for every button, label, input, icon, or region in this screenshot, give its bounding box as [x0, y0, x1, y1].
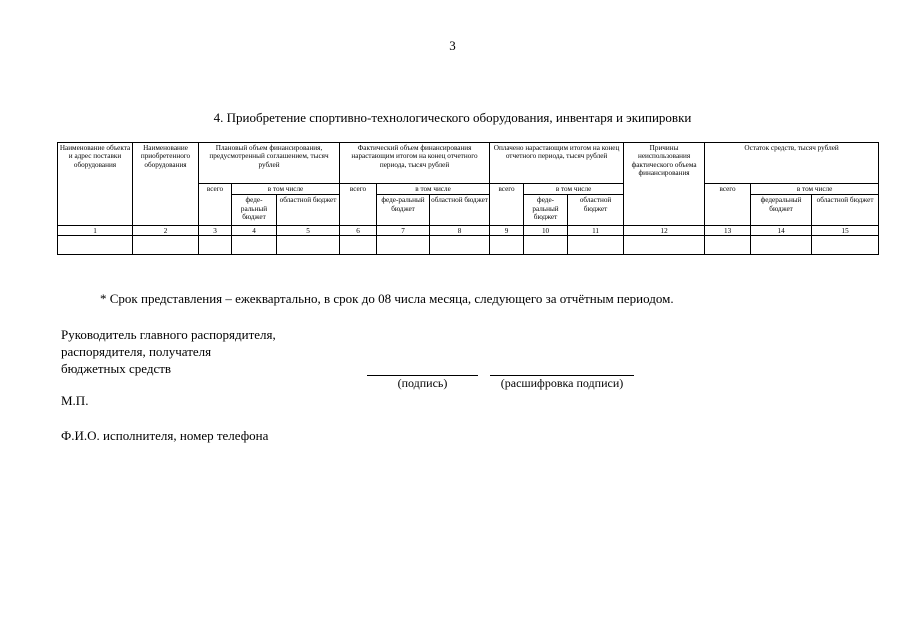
header-total: всего	[199, 184, 232, 226]
table-cell	[430, 236, 490, 255]
header-including: в том числе	[524, 184, 624, 195]
column-number: 13	[705, 226, 751, 236]
header-actual: Фактический объем финансирования нарастающим итогом на конец отчетного периода, тысяч рублей	[340, 143, 490, 184]
table-cell	[232, 236, 277, 255]
header-total: всего	[490, 184, 524, 226]
table-cell	[199, 236, 232, 255]
header-regional-full: областной бюджет	[812, 195, 879, 226]
signatory-line-3: бюджетных средств	[61, 361, 172, 376]
column-number: 3	[199, 226, 232, 236]
header-total: всего	[705, 184, 751, 226]
column-number: 10	[524, 226, 568, 236]
header-regional: областной бюджет	[568, 195, 624, 226]
header-including: в том числе	[232, 184, 340, 195]
decode-caption: (расшифровка подписи)	[500, 376, 624, 390]
column-number-row	[58, 226, 879, 236]
header-federal-full: федеральный бюджет	[751, 195, 812, 226]
table-cell	[812, 236, 879, 255]
table-cell	[624, 236, 705, 255]
column-number: 4	[232, 226, 277, 236]
signatory-line-2: распорядителя, получателя	[61, 344, 212, 359]
table-cell	[277, 236, 340, 255]
header-row-1	[58, 143, 879, 184]
header-planned: Плановый объем финансирования, предусмотренный соглашением, тысяч рублей	[199, 143, 340, 184]
header-regional: областной бюджет	[430, 195, 490, 226]
table-cell	[133, 236, 199, 255]
header-equipment: Наименование приобретенного оборудования	[133, 143, 199, 226]
column-number: 12	[624, 226, 705, 236]
header-object: Наименование объекта и адрес поставки оборудования	[58, 143, 133, 226]
header-including: в том числе	[377, 184, 490, 195]
header-total: всего	[340, 184, 377, 226]
column-number: 9	[490, 226, 524, 236]
signature-caption: (подпись)	[397, 376, 448, 390]
column-number: 11	[568, 226, 624, 236]
signatory-line-1: Руководитель главного распорядителя,	[61, 327, 276, 342]
column-number: 1	[58, 226, 133, 236]
table-cell	[58, 236, 133, 255]
header-federal: феде-ральный бюджет	[232, 195, 277, 226]
report-table	[57, 142, 879, 255]
page-number: 3	[449, 38, 456, 53]
header-paid: Оплачено нарастающим итогом на конец отчетного периода, тысяч рублей	[490, 143, 624, 184]
table-cell	[340, 236, 377, 255]
column-number: 6	[340, 226, 377, 236]
table-cell	[568, 236, 624, 255]
column-number: 5	[277, 226, 340, 236]
deadline-note: * Срок представления – ежеквартально, в срок до 08 числа месяца, следующего за отчётным периодом.	[100, 291, 674, 306]
table-cell	[377, 236, 430, 255]
column-number: 15	[812, 226, 879, 236]
table-cell	[751, 236, 812, 255]
table-cell	[524, 236, 568, 255]
table-cell	[490, 236, 524, 255]
column-number: 14	[751, 226, 812, 236]
header-federal: феде-ральный бюджет	[377, 195, 430, 226]
column-number: 8	[430, 226, 490, 236]
column-number: 2	[133, 226, 199, 236]
stamp-place: М.П.	[61, 393, 89, 408]
section-title: 4. Приобретение спортивно-технологического оборудования, инвентаря и экипировки	[213, 110, 692, 125]
table-cell	[705, 236, 751, 255]
header-balance: Остаток средств, тысяч рублей	[705, 143, 879, 184]
column-number: 7	[377, 226, 430, 236]
header-federal: феде-ральный бюджет	[524, 195, 568, 226]
header-including: в том числе	[751, 184, 879, 195]
header-reasons: Причины неиспользования фактического объема финансирования	[624, 143, 705, 226]
table-row	[58, 236, 879, 255]
executor-info: Ф.И.О. исполнителя, номер телефона	[61, 428, 269, 443]
header-regional: областной бюджет	[277, 195, 340, 226]
